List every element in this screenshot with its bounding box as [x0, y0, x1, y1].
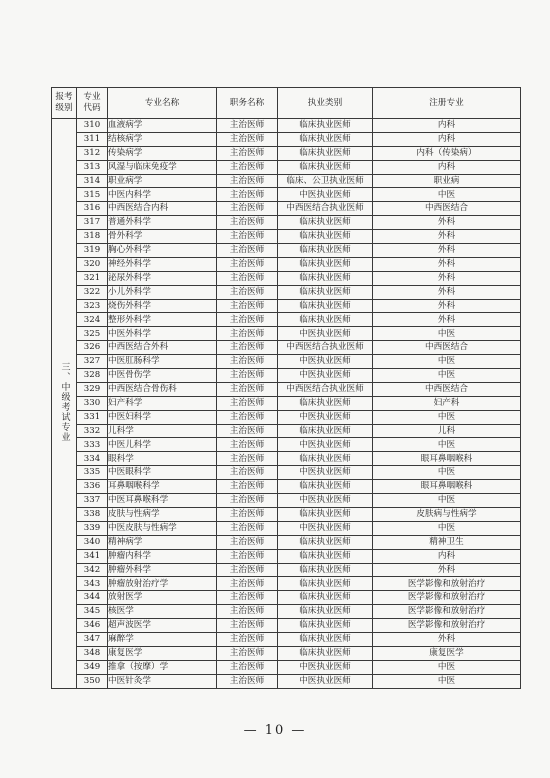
name-cell: 中医皮肤与性病学	[108, 521, 217, 535]
code-cell: 314	[77, 174, 108, 188]
table-row	[52, 355, 521, 369]
table-row	[52, 341, 521, 355]
table-row	[52, 660, 521, 674]
name-cell: 耳鼻咽喉科学	[108, 480, 217, 494]
title-cell: 主治医师	[217, 132, 278, 146]
registration-cell: 外科	[373, 271, 521, 285]
practice-cell: 临床执业医师	[278, 549, 373, 563]
table-row	[52, 577, 521, 591]
practice-cell: 中医执业医师	[278, 438, 373, 452]
registration-cell: 中医	[373, 521, 521, 535]
practice-cell: 临床执业医师	[278, 119, 373, 133]
table-row	[52, 271, 521, 285]
name-cell: 小儿外科学	[108, 285, 217, 299]
name-cell: 超声波医学	[108, 619, 217, 633]
table-row	[52, 382, 521, 396]
name-cell: 眼科学	[108, 452, 217, 466]
table-row	[52, 230, 521, 244]
registration-cell: 中医	[373, 438, 521, 452]
registration-cell: 中医	[373, 674, 521, 688]
registration-cell: 中医	[373, 410, 521, 424]
practice-cell: 临床、公卫执业医师	[278, 174, 373, 188]
table-row	[52, 480, 521, 494]
code-cell: 342	[77, 563, 108, 577]
practice-cell: 临床执业医师	[278, 632, 373, 646]
practice-cell: 临床执业医师	[278, 646, 373, 660]
registration-cell: 医学影像和放射治疗	[373, 591, 521, 605]
practice-cell: 临床执业医师	[278, 507, 373, 521]
registration-cell: 妇产科	[373, 396, 521, 410]
title-cell: 主治医师	[217, 480, 278, 494]
title-cell: 主治医师	[217, 174, 278, 188]
table-row	[52, 605, 521, 619]
code-cell: 336	[77, 480, 108, 494]
registration-cell: 外科	[373, 216, 521, 230]
table-row	[52, 327, 521, 341]
practice-cell: 临床执业医师	[278, 244, 373, 258]
name-cell: 普通外科学	[108, 216, 217, 230]
code-cell: 332	[77, 424, 108, 438]
registration-cell: 内科	[373, 160, 521, 174]
title-cell: 主治医师	[217, 271, 278, 285]
title-cell: 主治医师	[217, 369, 278, 383]
name-cell: 整形外科学	[108, 313, 217, 327]
code-cell: 347	[77, 632, 108, 646]
code-cell: 320	[77, 257, 108, 271]
header-name: 专业名称	[108, 88, 217, 119]
table-row	[52, 563, 521, 577]
code-cell: 341	[77, 549, 108, 563]
table-row	[52, 146, 521, 160]
table-row	[52, 369, 521, 383]
code-cell: 337	[77, 494, 108, 508]
code-cell: 335	[77, 466, 108, 480]
table-row	[52, 216, 521, 230]
code-cell: 325	[77, 327, 108, 341]
name-cell: 肿瘤内科学	[108, 549, 217, 563]
name-cell: 传染病学	[108, 146, 217, 160]
title-cell: 主治医师	[217, 244, 278, 258]
code-cell: 343	[77, 577, 108, 591]
registration-cell: 外科	[373, 257, 521, 271]
code-cell: 310	[77, 119, 108, 133]
code-cell: 323	[77, 299, 108, 313]
level-cell	[52, 119, 77, 689]
title-cell: 主治医师	[217, 410, 278, 424]
name-cell: 中医儿科学	[108, 438, 217, 452]
title-cell: 主治医师	[217, 382, 278, 396]
name-cell: 皮肤与性病学	[108, 507, 217, 521]
name-cell: 中医妇科学	[108, 410, 217, 424]
code-cell: 326	[77, 341, 108, 355]
title-cell: 主治医师	[217, 660, 278, 674]
registration-cell: 皮肤病与性病学	[373, 507, 521, 521]
title-cell: 主治医师	[217, 591, 278, 605]
title-cell: 主治医师	[217, 577, 278, 591]
title-cell: 主治医师	[217, 424, 278, 438]
title-cell: 主治医师	[217, 507, 278, 521]
name-cell: 儿科学	[108, 424, 217, 438]
name-cell: 中医外科学	[108, 327, 217, 341]
practice-cell: 临床执业医师	[278, 605, 373, 619]
practice-cell: 临床执业医师	[278, 299, 373, 313]
practice-cell: 中西医结合执业医师	[278, 382, 373, 396]
practice-cell: 临床执业医师	[278, 577, 373, 591]
table-row	[52, 646, 521, 660]
practice-cell: 中医执业医师	[278, 674, 373, 688]
title-cell: 主治医师	[217, 466, 278, 480]
table-row	[52, 244, 521, 258]
name-cell: 风湿与临床免疫学	[108, 160, 217, 174]
title-cell: 主治医师	[217, 230, 278, 244]
title-cell: 主治医师	[217, 327, 278, 341]
code-cell: 324	[77, 313, 108, 327]
registration-cell: 中医	[373, 369, 521, 383]
table-row	[52, 507, 521, 521]
table-row	[52, 119, 521, 133]
name-cell: 麻醉学	[108, 632, 217, 646]
table-row	[52, 674, 521, 688]
registration-cell: 精神卫生	[373, 535, 521, 549]
practice-cell: 临床执业医师	[278, 132, 373, 146]
code-cell: 311	[77, 132, 108, 146]
title-cell: 主治医师	[217, 674, 278, 688]
title-cell: 主治医师	[217, 257, 278, 271]
practice-cell: 临床执业医师	[278, 146, 373, 160]
name-cell: 中医针灸学	[108, 674, 217, 688]
name-cell: 中医肛肠科学	[108, 355, 217, 369]
table-row	[52, 396, 521, 410]
registration-cell: 外科	[373, 244, 521, 258]
practice-cell: 临床执业医师	[278, 313, 373, 327]
code-cell: 331	[77, 410, 108, 424]
registration-cell: 中医	[373, 327, 521, 341]
registration-cell: 中医	[373, 660, 521, 674]
practice-cell: 中医执业医师	[278, 466, 373, 480]
code-cell: 349	[77, 660, 108, 674]
practice-cell: 临床执业医师	[278, 563, 373, 577]
table-row	[52, 549, 521, 563]
title-cell: 主治医师	[217, 341, 278, 355]
table-row	[52, 285, 521, 299]
name-cell: 泌尿外科学	[108, 271, 217, 285]
specialty-table	[51, 87, 521, 689]
title-cell: 主治医师	[217, 632, 278, 646]
name-cell: 中西医结合内科	[108, 202, 217, 216]
practice-cell: 中医执业医师	[278, 355, 373, 369]
table-row	[52, 494, 521, 508]
registration-cell: 儿科	[373, 424, 521, 438]
registration-cell: 眼耳鼻咽喉科	[373, 452, 521, 466]
name-cell: 中西医结合外科	[108, 341, 217, 355]
registration-cell: 医学影像和放射治疗	[373, 577, 521, 591]
name-cell: 中西医结合骨伤科	[108, 382, 217, 396]
name-cell: 妇产科学	[108, 396, 217, 410]
table-row	[52, 632, 521, 646]
practice-cell: 临床执业医师	[278, 396, 373, 410]
code-cell: 344	[77, 591, 108, 605]
registration-cell: 眼耳鼻咽喉科	[373, 480, 521, 494]
registration-cell: 中医	[373, 188, 521, 202]
registration-cell: 外科	[373, 313, 521, 327]
registration-cell: 中医	[373, 466, 521, 480]
code-cell: 346	[77, 619, 108, 633]
table-row	[52, 257, 521, 271]
registration-cell: 中西医结合	[373, 202, 521, 216]
title-cell: 主治医师	[217, 619, 278, 633]
code-cell: 318	[77, 230, 108, 244]
name-cell: 烧伤外科学	[108, 299, 217, 313]
table-row	[52, 202, 521, 216]
code-cell: 322	[77, 285, 108, 299]
title-cell: 主治医师	[217, 452, 278, 466]
code-cell: 333	[77, 438, 108, 452]
table-row	[52, 410, 521, 424]
practice-cell: 中医执业医师	[278, 188, 373, 202]
code-cell: 315	[77, 188, 108, 202]
header-level: 报考 级别	[52, 88, 77, 119]
practice-cell: 临床执业医师	[278, 591, 373, 605]
table-row	[52, 188, 521, 202]
title-cell: 主治医师	[217, 202, 278, 216]
title-cell: 主治医师	[217, 521, 278, 535]
title-cell: 主治医师	[217, 146, 278, 160]
code-cell: 319	[77, 244, 108, 258]
practice-cell: 临床执业医师	[278, 619, 373, 633]
title-cell: 主治医师	[217, 549, 278, 563]
name-cell: 精神病学	[108, 535, 217, 549]
registration-cell: 中医	[373, 494, 521, 508]
practice-cell: 临床执业医师	[278, 160, 373, 174]
code-cell: 350	[77, 674, 108, 688]
title-cell: 主治医师	[217, 119, 278, 133]
registration-cell: 医学影像和放射治疗	[373, 605, 521, 619]
header-registration: 注册专业	[373, 88, 521, 119]
name-cell: 中医骨伤学	[108, 369, 217, 383]
registration-cell: 内科	[373, 132, 521, 146]
practice-cell: 中医执业医师	[278, 494, 373, 508]
name-cell: 中医内科学	[108, 188, 217, 202]
title-cell: 主治医师	[217, 313, 278, 327]
name-cell: 核医学	[108, 605, 217, 619]
table-row	[52, 160, 521, 174]
title-cell: 主治医师	[217, 605, 278, 619]
code-cell: 330	[77, 396, 108, 410]
practice-cell: 临床执业医师	[278, 285, 373, 299]
code-cell: 327	[77, 355, 108, 369]
table-row	[52, 619, 521, 633]
registration-cell: 中西医结合	[373, 341, 521, 355]
code-cell: 313	[77, 160, 108, 174]
header-practice: 执业类别	[278, 88, 373, 119]
registration-cell: 外科	[373, 632, 521, 646]
title-cell: 主治医师	[217, 355, 278, 369]
practice-cell: 中医执业医师	[278, 410, 373, 424]
practice-cell: 中医执业医师	[278, 327, 373, 341]
title-cell: 主治医师	[217, 646, 278, 660]
practice-cell: 临床执业医师	[278, 230, 373, 244]
name-cell: 职业病学	[108, 174, 217, 188]
page-number: — 10 —	[243, 723, 307, 738]
table-row	[52, 424, 521, 438]
practice-cell: 临床执业医师	[278, 480, 373, 494]
title-cell: 主治医师	[217, 188, 278, 202]
title-cell: 主治医师	[217, 396, 278, 410]
table-row	[52, 466, 521, 480]
registration-cell: 内科（传染病）	[373, 146, 521, 160]
code-cell: 329	[77, 382, 108, 396]
title-cell: 主治医师	[217, 438, 278, 452]
table-row	[52, 299, 521, 313]
title-cell: 主治医师	[217, 494, 278, 508]
registration-cell: 外科	[373, 230, 521, 244]
code-cell: 312	[77, 146, 108, 160]
practice-cell: 临床执业医师	[278, 271, 373, 285]
table-row	[52, 452, 521, 466]
registration-cell: 康复医学	[373, 646, 521, 660]
title-cell: 主治医师	[217, 160, 278, 174]
name-cell: 放射医学	[108, 591, 217, 605]
code-cell: 339	[77, 521, 108, 535]
table-body	[52, 119, 521, 689]
code-cell: 328	[77, 369, 108, 383]
table-row	[52, 174, 521, 188]
name-cell: 结核病学	[108, 132, 217, 146]
code-cell: 340	[77, 535, 108, 549]
practice-cell: 中医执业医师	[278, 521, 373, 535]
title-cell: 主治医师	[217, 285, 278, 299]
registration-cell: 外科	[373, 563, 521, 577]
registration-cell: 中医	[373, 355, 521, 369]
registration-cell: 职业病	[373, 174, 521, 188]
table-row	[52, 591, 521, 605]
code-cell: 321	[77, 271, 108, 285]
code-cell: 334	[77, 452, 108, 466]
name-cell: 胸心外科学	[108, 244, 217, 258]
title-cell: 主治医师	[217, 563, 278, 577]
name-cell: 中医耳鼻喉科学	[108, 494, 217, 508]
code-cell: 317	[77, 216, 108, 230]
practice-cell: 中西医结合执业医师	[278, 341, 373, 355]
name-cell: 血液病学	[108, 119, 217, 133]
code-cell: 316	[77, 202, 108, 216]
table-row	[52, 438, 521, 452]
practice-cell: 中医执业医师	[278, 369, 373, 383]
practice-cell: 临床执业医师	[278, 535, 373, 549]
header-title: 职务名称	[217, 88, 278, 119]
practice-cell: 临床执业医师	[278, 452, 373, 466]
table-row	[52, 535, 521, 549]
code-cell: 345	[77, 605, 108, 619]
registration-cell: 内科	[373, 549, 521, 563]
registration-cell: 外科	[373, 299, 521, 313]
title-cell: 主治医师	[217, 535, 278, 549]
practice-cell: 临床执业医师	[278, 216, 373, 230]
name-cell: 肿瘤放射治疗学	[108, 577, 217, 591]
registration-cell: 中西医结合	[373, 382, 521, 396]
title-cell: 主治医师	[217, 216, 278, 230]
table-row	[52, 521, 521, 535]
code-cell: 348	[77, 646, 108, 660]
level-label: 三、中级考试专业	[59, 361, 70, 442]
name-cell: 神经外科学	[108, 257, 217, 271]
table-header-row	[52, 88, 521, 119]
header-code: 专业 代码	[77, 88, 108, 119]
practice-cell: 临床执业医师	[278, 257, 373, 271]
name-cell: 康复医学	[108, 646, 217, 660]
practice-cell: 临床执业医师	[278, 424, 373, 438]
code-cell: 338	[77, 507, 108, 521]
registration-cell: 内科	[373, 119, 521, 133]
name-cell: 推拿（按摩）学	[108, 660, 217, 674]
title-cell: 主治医师	[217, 299, 278, 313]
registration-cell: 医学影像和放射治疗	[373, 619, 521, 633]
table-row	[52, 313, 521, 327]
registration-cell: 外科	[373, 285, 521, 299]
name-cell: 肿瘤外科学	[108, 563, 217, 577]
name-cell: 中医眼科学	[108, 466, 217, 480]
practice-cell: 中医执业医师	[278, 660, 373, 674]
name-cell: 骨外科学	[108, 230, 217, 244]
practice-cell: 中西医结合执业医师	[278, 202, 373, 216]
table-row	[52, 132, 521, 146]
